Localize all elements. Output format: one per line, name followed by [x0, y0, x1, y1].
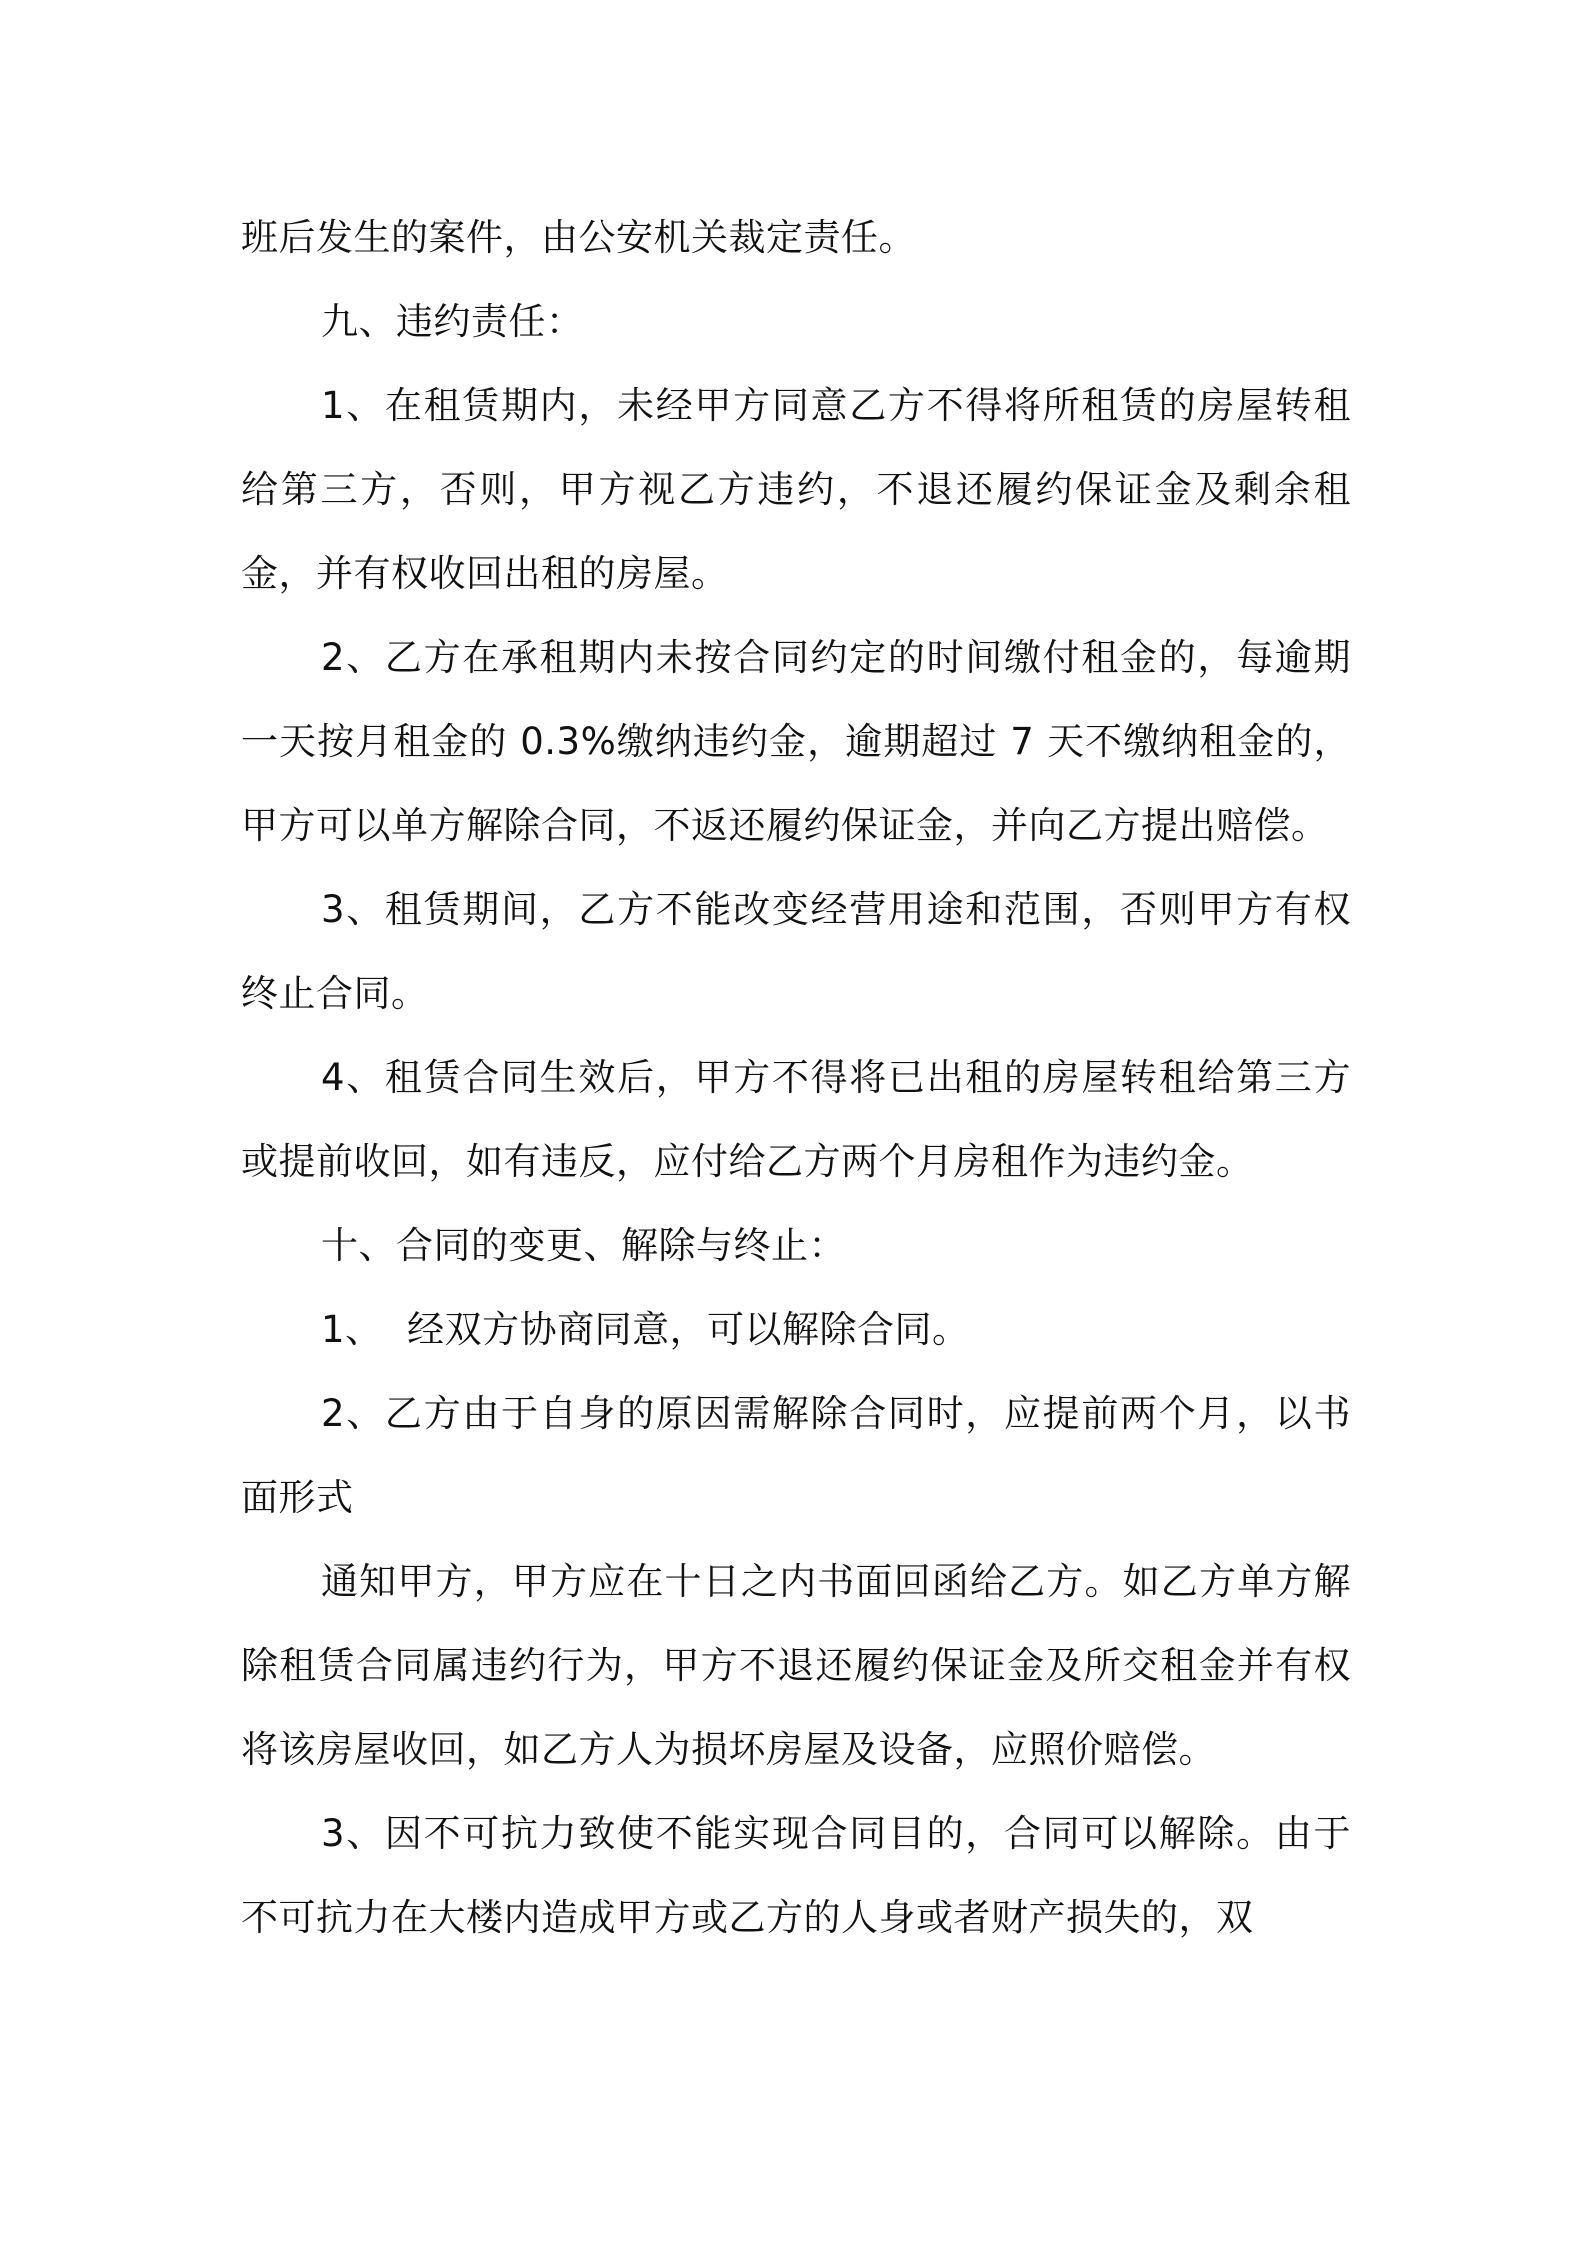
paragraph: 3、因不可抗力致使不能实现合同目的，合同可以解除。由于不可抗力在大楼内造成甲方或乙方的人身或者财产损失的，双 — [241, 1812, 1351, 1939]
paragraph: 1、 经双方协商同意，可以解除合同。 — [321, 1308, 970, 1351]
paragraph: 4、租赁合同生效后，甲方不得将已出租的房屋转租给第三方或提前收回，如有违反，应付给乙方两个月房租作为违约金。 — [241, 1056, 1351, 1183]
paragraph: 1、在租赁期内，未经甲方同意乙方不得将所租赁的房屋转租给第三方，否则，甲方视乙方违约，不退还履约保证金及剩余租金，并有权收回出租的房屋。 — [241, 384, 1351, 595]
paragraph: 3、租赁期间，乙方不能改变经营用途和范围，否则甲方有权终止合同。 — [241, 888, 1351, 1015]
paragraph: 通知甲方，甲方应在十日之内书面回函给乙方。如乙方单方解除租赁合同属违约行为，甲方不退还履约保证金及所交租金并有权将该房屋收回，如乙方人为损坏房屋及设备，应照价赔偿。 — [241, 1560, 1351, 1771]
paragraph: 2、乙方由于自身的原因需解除合同时，应提前两个月，以书面形式 — [241, 1392, 1351, 1519]
section-heading-breach-liability: 九、违约责任： — [321, 300, 584, 343]
paragraph: 2、乙方在承租期内未按合同约定的时间缴付租金的，每逾期一天按月租金的 0.3%缴纳违约金，逾期超过 7 天不缴纳租金的，甲方可以单方解除合同，不返还履约保证金，并向乙方提出赔偿。 — [241, 636, 1351, 847]
document-body — [241, 196, 1351, 1960]
section-heading-contract-termination: 十、合同的变更、解除与终止： — [321, 1224, 846, 1267]
paragraph: 班后发生的案件，由公安机关裁定责任。 — [241, 216, 916, 259]
